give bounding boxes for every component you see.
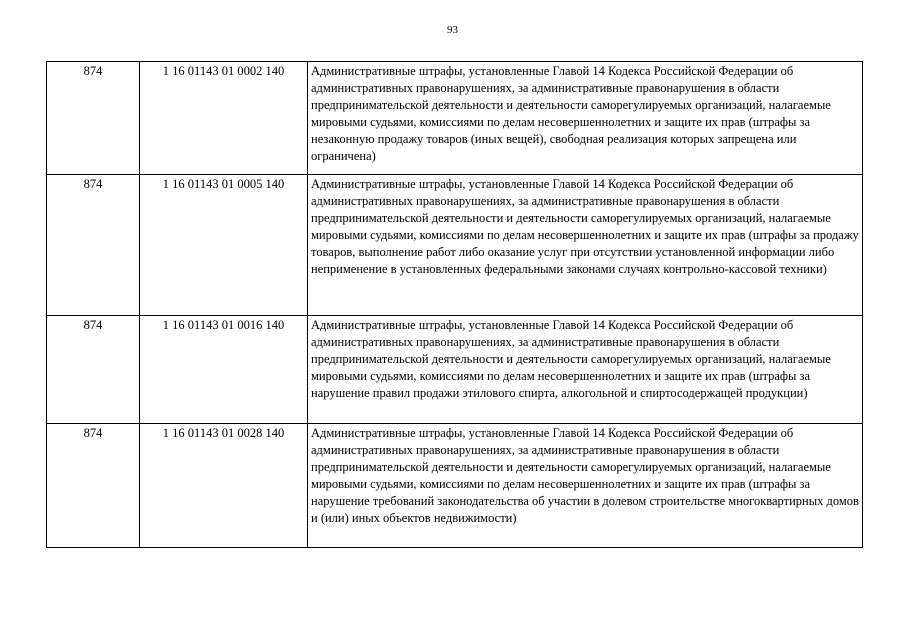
table-row [47, 424, 863, 548]
budget-code-cell: 1 16 01143 01 0016 140 [140, 316, 308, 424]
budget-codes-table [46, 61, 863, 548]
description-cell: Административные штрафы, установленные Главой 14 Кодекса Российской Федерации об административных правонарушениях, за административные правонарушения в области предпринимательской деятельности и деятельности саморегулируемых организаций, налагаемые мировыми судьями, комиссиями по делам несовершеннолетних и защите их прав (штрафы за незаконную продажу товаров (иных вещей), свободная реализация которых запрещена или ограничена) [308, 62, 863, 175]
table-row [47, 316, 863, 424]
budget-code-cell: 1 16 01143 01 0005 140 [140, 175, 308, 316]
page-number: 93 [447, 24, 458, 36]
admin-code-cell: 874 [47, 62, 140, 175]
budget-code-cell: 1 16 01143 01 0002 140 [140, 62, 308, 175]
admin-code-cell: 874 [47, 175, 140, 316]
table-row [47, 175, 863, 316]
table-row [47, 62, 863, 175]
budget-code-cell: 1 16 01143 01 0028 140 [140, 424, 308, 548]
admin-code-cell: 874 [47, 316, 140, 424]
description-cell: Административные штрафы, установленные Главой 14 Кодекса Российской Федерации об административных правонарушениях, за административные правонарушения в области предпринимательской деятельности и деятельности саморегулируемых организаций, налагаемые мировыми судьями, комиссиями по делам несовершеннолетних и защите их прав (штрафы за нарушение требований законодательства об участии в долевом строительстве многоквартирных домов и (или) иных объектов недвижимости) [308, 424, 863, 548]
description-cell: Административные штрафы, установленные Главой 14 Кодекса Российской Федерации об административных правонарушениях, за административные правонарушения в области предпринимательской деятельности и деятельности саморегулируемых организаций, налагаемые мировыми судьями, комиссиями по делам несовершеннолетних и защите их прав (штрафы за нарушение правил продажи этилового спирта, алкогольной и спиртосодержащей продукции) [308, 316, 863, 424]
description-cell: Административные штрафы, установленные Главой 14 Кодекса Российской Федерации об административных правонарушениях, за административные правонарушения в области предпринимательской деятельности и деятельности саморегулируемых организаций, налагаемые мировыми судьями, комиссиями по делам несовершеннолетних и защите их прав (штрафы за продажу товаров, выполнение работ либо оказание услуг при отсутствии установленной информации либо неприменение в установленных федеральными законами случаях контрольно-кассовой техники) [308, 175, 863, 316]
admin-code-cell: 874 [47, 424, 140, 548]
